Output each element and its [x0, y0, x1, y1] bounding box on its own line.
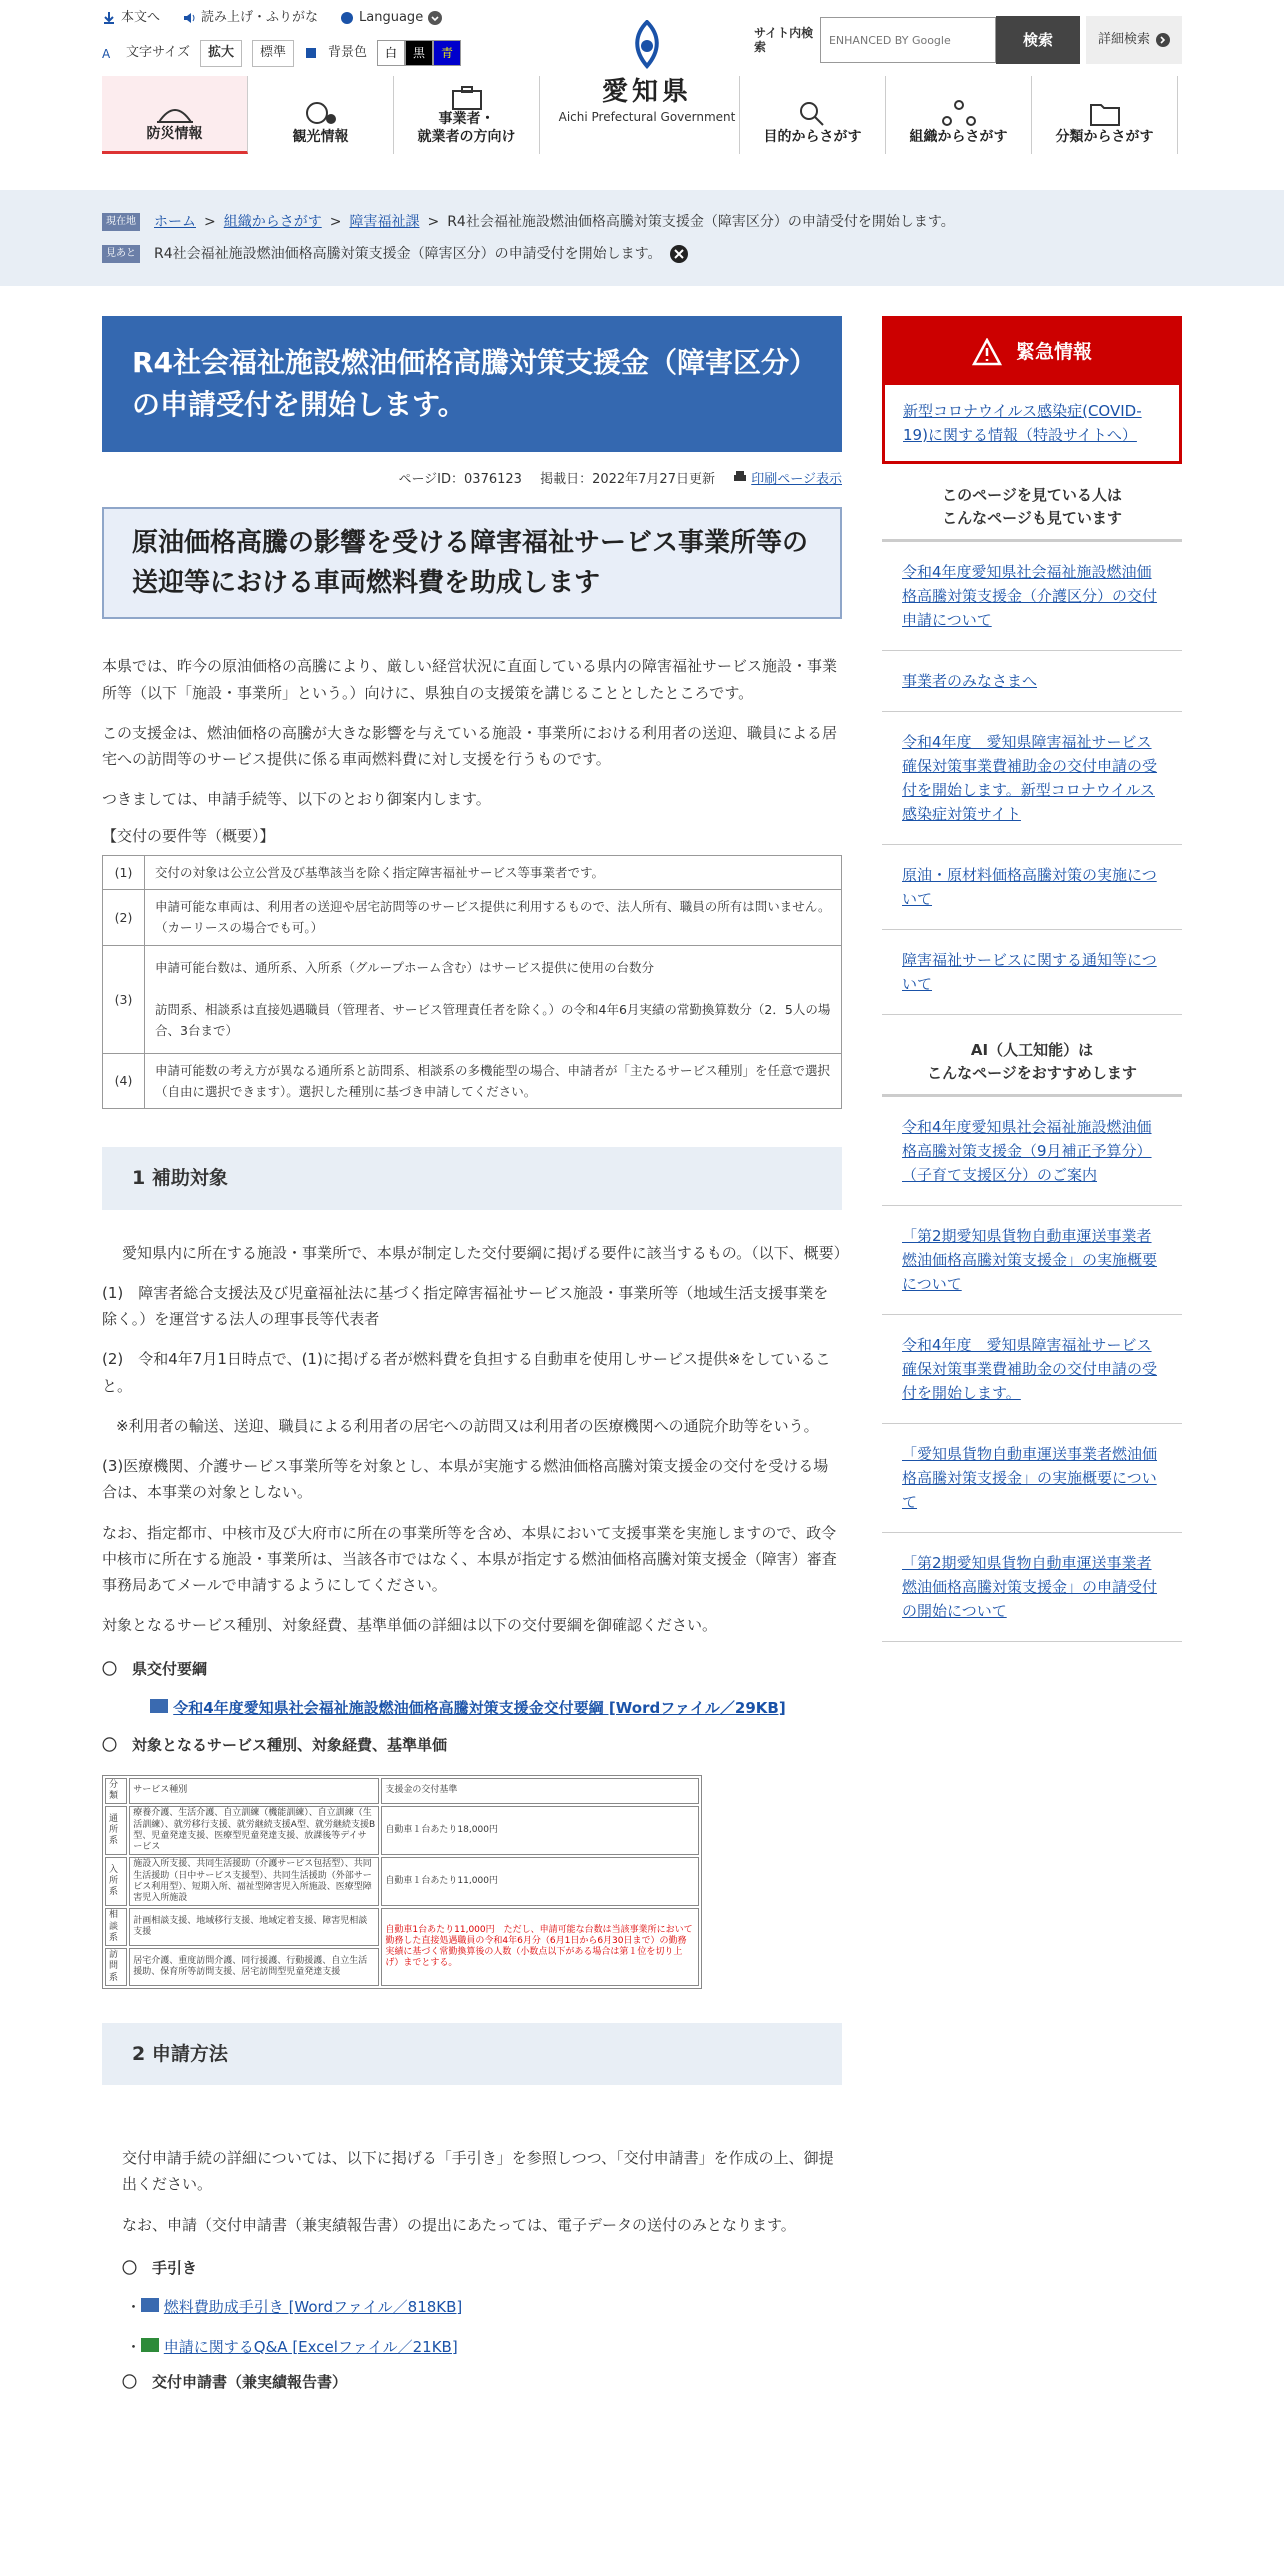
organization-icon — [939, 99, 979, 129]
main-content — [102, 316, 849, 2394]
lead-heading: 原油価格高騰の影響を受ける障害福祉サービス事業所等の送迎等における車両燃料費を助成します — [102, 507, 842, 620]
table-header: 分類 サービス種別 支援金の交付基準 — [105, 1778, 699, 1805]
breadcrumb: 現在地 ホーム > 組織からさがす > 障害福祉課 > R4社会福祉施設燃油価格高騰対策支援金（障害区分）の申請受付を開始します。 — [102, 206, 1182, 238]
list-item: 令和4年度愛知県社会福祉施設燃油価格高騰対策支援金（9月補正予算分）（子育て支援区分）のご案内 — [882, 1097, 1182, 1206]
intro-paragraph-2: この支援金は、燃油価格の高騰が大きな影響を与えている施設・事業所における利用者の送迎、職員による居宅への訪問等のサービス提供に係る車両燃料費に対し支援を行うものです。 — [102, 723, 838, 769]
s1-paragraph-6: なお、指定都市、中核市及び大府市に所在の事業所等を含め、本県において支援事業を実施しますので、政令中核市に所在する施設・事業所は、当該各市ではなく、本県が指定する燃油価格高騰対策支援金（障害）審査事務局あてメールで申請するようにしてください。 — [102, 1523, 837, 1595]
nav-tourism[interactable]: 観光情報 — [248, 76, 394, 154]
global-nav — [102, 76, 1182, 154]
table-row: 相談系 計画相談支援、地域移行支援、地域定着支援、障害児相談支援 自動車1台あたり11,000円 ただし、申請可能な台数は当該事業所において勤務した直接処遇職員の令和4年6月分（6月1日から6月30日まで）の勤務実績に基づく常勤換算後の人数（小数点以下がある場合は第１位を切り上げ）までとする。 — [105, 1908, 699, 1946]
list-item: 「愛知県貨物自動車運送事業者燃油価格高騰対策支援金」の実施概要について — [882, 1424, 1182, 1533]
search-button[interactable]: 検索 — [996, 16, 1080, 64]
palette-icon — [304, 46, 318, 60]
s2-paragraph-1: 交付申請手続の詳細については、以下に掲げる「手引き」を参照しつつ、「交付申請書」を作成の上、御提出ください。 — [122, 2149, 834, 2194]
emergency-link[interactable]: 新型コロナウイルス感染症(COVID-19)に関する情報（特設サイトへ） — [903, 402, 1142, 444]
s1-paragraph-1: 愛知県内に所在する施設・事業所で、本県が制定した交付要綱に掲げる要件に該当するもの。（以下、概要） — [122, 1243, 849, 1262]
search-icon — [793, 99, 833, 129]
table-row: 訪問系 居宅介護、重度訪問介護、同行援護、行動援護、自立生活援助、保育所等訪問支援、居宅訪問型児童発達支援 — [105, 1948, 699, 1986]
recent-page[interactable]: R4社会福祉施設燃油価格高騰対策支援金（障害区分）の申請受付を開始します。 — [154, 245, 662, 262]
list-item: 「第2期愛知県貨物自動車運送事業者燃油価格高騰対策支援金」の申請受付の開始について — [882, 1533, 1182, 1642]
list-item: 「第2期愛知県貨物自動車運送事業者燃油価格高騰対策支援金」の実施概要について — [882, 1206, 1182, 1315]
s1-paragraph-4: ※利用者の輸送、送迎、職員による利用者の居宅への訪問又は利用者の医療機関への通院介助等をいう。 — [116, 1416, 819, 1435]
speaker-icon — [182, 11, 196, 25]
recently-viewed — [102, 238, 1182, 270]
bullet-application-form: 〇 交付申請書（兼実績報告書） — [122, 2373, 348, 2392]
table-row: 入所系 施設入所支援、共同生活援助（介護サービス包括型）、共同生活援助（日中サービス支援型）、共同生活援助（外部サービス利用型）、短期入所、福祉型障害児入所施設、医療型障害児入所施設 自動車１台あたり11,000円 — [105, 1857, 699, 1906]
list-item: 原油・原材料価格高騰対策の実施について — [882, 845, 1182, 930]
page-id: ページID：0376123 — [398, 472, 522, 487]
advanced-search-button[interactable]: 詳細検索 — [1086, 16, 1182, 64]
briefcase-icon — [447, 85, 487, 111]
bullet-guidelines: 〇 県交付要綱 — [102, 1659, 208, 1678]
globe-icon — [340, 11, 354, 25]
ai-heading: AI（人工知能）は こんなページをおすすめします — [882, 1015, 1182, 1097]
emergency-box — [882, 316, 1182, 464]
bullet-guide: 〇 手引き — [122, 2258, 198, 2277]
table-row: (4) 申請可能数の考え方が異なる通所系と訪問系、相談系の多機能型の場合、申請者が「主たるサービス種別」を任意で選択（自由に選択できます）。選択した種別に基づき申請してください。 — [103, 1053, 842, 1109]
word-file-icon — [141, 2298, 159, 2312]
bullet-service-types: 〇 対象となるサービス種別、対象経費、基準単価 — [102, 1735, 448, 1754]
breadcrumb-home[interactable]: ホーム — [154, 213, 196, 230]
bg-blue-button[interactable]: 青 — [433, 40, 461, 66]
intro-paragraph-1: 本県では、昨今の原油価格の高騰により、厳しい経営状況に直面している県内の障害福祉サービス施設・事業所等（以下「施設・事業所」という。）向けに、県独自の支援策を講じることとしたところです。 — [102, 657, 838, 702]
font-size-icon — [102, 46, 116, 60]
intro-paragraph-3: つきましては、申請手続等、以下のとおり御案内します。 — [102, 790, 491, 809]
main-layout — [102, 286, 1182, 2394]
table-row: (2) 申請可能な車両は、利用者の送迎や居宅訪問等のサービス提供に利用するもので、法人所有、職員の所有は問いません。（カーリースの場合でも可。） — [103, 890, 842, 946]
print-link[interactable]: 印刷ページ表示 — [733, 472, 842, 487]
display-settings: A 文字サイズ 拡大 標準 背景色 白 黒 青 — [102, 40, 461, 67]
posted-date: 掲載日：2022年7月27日更新 — [540, 472, 715, 487]
s1-paragraph-2: (1) 障害者総合支援法及び児童福祉法に基づく指定障害福祉サービス施設・事業所等（地域生活支援事業を除く。）を運営する法人の理事長等代表者 — [102, 1283, 829, 1329]
font-large-button[interactable]: 拡大 — [200, 40, 242, 67]
s2-paragraph-2: なお、申請（交付申請書（兼実績報告書）の提出にあたっては、電子データの送付のみとなります。 — [122, 2215, 796, 2234]
printer-icon — [733, 471, 747, 483]
disaster-icon — [155, 96, 195, 126]
bg-white-button[interactable]: 白 — [377, 40, 405, 66]
tourism-icon — [301, 99, 341, 129]
nav-organization[interactable]: 組織からさがす — [886, 76, 1032, 154]
s1-paragraph-3: (2) 令和4年7月1日時点で、(1)に掲げる者が燃料費を負担する自動車を使用しサービス提供※をしていること。 — [102, 1350, 831, 1395]
section-1-heading: 1 補助対象 — [102, 1147, 842, 1209]
page-title: R4社会福祉施設燃油価格高騰対策支援金（障害区分）の申請受付を開始します。 — [102, 316, 842, 452]
close-icon[interactable] — [670, 245, 688, 263]
prefecture-emblem-icon — [625, 20, 669, 70]
skip-to-content-link[interactable]: 本文へ — [102, 8, 160, 29]
list-item: 令和4年度 愛知県障害福祉サービス確保対策事業費補助金の交付申請の受付を開始します。 — [882, 1315, 1182, 1424]
folder-icon — [1085, 99, 1125, 129]
breadcrumb-current: R4社会福祉施設燃油価格高騰対策支援金（障害区分）の申請受付を開始します。 — [447, 213, 955, 230]
emergency-header: 緊急情報 — [885, 319, 1179, 385]
breadcrumb-dept[interactable]: 障害福祉課 — [349, 213, 420, 230]
utility-bar — [102, 8, 442, 29]
logo-name: 愛知県 — [601, 77, 692, 107]
language-selector[interactable]: Language — [340, 8, 442, 29]
recent-tag: 見あと — [102, 245, 140, 263]
breadcrumb-band — [0, 190, 1284, 286]
requirements-table — [102, 855, 842, 1109]
page-meta — [102, 470, 842, 491]
list-item: 事業者のみなさまへ — [882, 651, 1182, 712]
section-2-heading: 2 申請方法 — [102, 2023, 842, 2085]
s1-paragraph-7: 対象となるサービス種別、対象経費、基準単価の詳細は以下の交付要綱を御確認ください。 — [102, 1616, 718, 1635]
nav-business[interactable]: 事業者・ 就業者の方向け — [394, 76, 540, 154]
site-header — [102, 0, 1182, 190]
arrow-right-circle-icon — [1156, 33, 1170, 47]
fee-table-image — [102, 1775, 702, 1989]
bg-black-button[interactable]: 黒 — [405, 40, 433, 66]
table-row: 通所系 療養介護、生活介護、自立訓練（機能訓練）、自立訓練（生活訓練）、就労移行支援、就労継続支援A型、就労継続支援B型、児童発達支援、医療型児童発達支援、放課後等デイサービス 自動車１台あたり18,000円 — [105, 1806, 699, 1855]
word-file-icon — [150, 1699, 168, 1713]
list-item: 令和4年度 愛知県障害福祉サービス確保対策事業費補助金の交付申請の受付を開始します。新型コロナウイルス感染症対策サイト — [882, 712, 1182, 845]
sidebar — [882, 316, 1182, 2394]
nav-purpose[interactable]: 目的からさがす — [740, 76, 886, 154]
table-row: (3) 申請可能台数は、通所系、入所系（グループホーム含む）はサービス提供に使用の台数分 訪問系、相談系は直接処遇職員（管理者、サービス管理責任者を除く。）の令和4年6月実績の常勤換算数分（2．5人の場合、3台まで） — [103, 945, 842, 1053]
doc-link-qa[interactable]: ・ 申請に関するQ&A [Excelファイル／21KB] — [126, 2338, 458, 2357]
excel-file-icon — [141, 2338, 159, 2352]
logo-english: Aichi Prefectural Government — [558, 110, 736, 125]
svg-text:A: A — [102, 47, 111, 61]
nav-category[interactable]: 分類からさがす — [1032, 76, 1178, 154]
nav-disaster[interactable]: 防災情報 — [102, 76, 248, 154]
warning-icon — [972, 338, 1002, 366]
breadcrumb-org[interactable]: 組織からさがす — [223, 213, 322, 230]
chevron-down-icon — [428, 11, 442, 25]
viewers-heading: このページを見ている人は こんなページも見ています — [882, 464, 1182, 542]
download-arrow-icon — [102, 11, 116, 25]
font-standard-button[interactable]: 標準 — [252, 40, 294, 67]
current-location-tag: 現在地 — [102, 213, 140, 231]
doc-link-guide[interactable]: ・ 燃料費助成手引き [Wordファイル／818KB] — [126, 2297, 463, 2316]
site-search — [754, 16, 1182, 64]
list-item: 障害福祉サービスに関する通知等について — [882, 930, 1182, 1015]
list-item: 令和4年度愛知県社会福祉施設燃油価格高騰対策支援金（介護区分）の交付申請について — [882, 542, 1182, 651]
requirements-title: 【交付の要件等（概要）】 — [102, 826, 275, 845]
doc-link-guidelines[interactable]: 令和4年度愛知県社会福祉施設燃油価格高騰対策支援金交付要綱 [Wordファイル／29KB] — [102, 1695, 842, 1721]
s1-paragraph-5: (3)医療機関、介護サービス事業所等を対象とし、本県が実施する燃油価格高騰対策支援金の交付を受ける場合は、本事業の対象としない。 — [102, 1457, 829, 1502]
search-input[interactable] — [820, 17, 996, 63]
read-aloud-link[interactable]: 読み上げ・ふりがな — [182, 8, 318, 29]
table-row: (1) 交付の対象は公立公営及び基準該当を除く指定障害福祉サービス等事業者です。 — [103, 855, 842, 889]
search-label: サイト内検索 — [753, 25, 814, 54]
